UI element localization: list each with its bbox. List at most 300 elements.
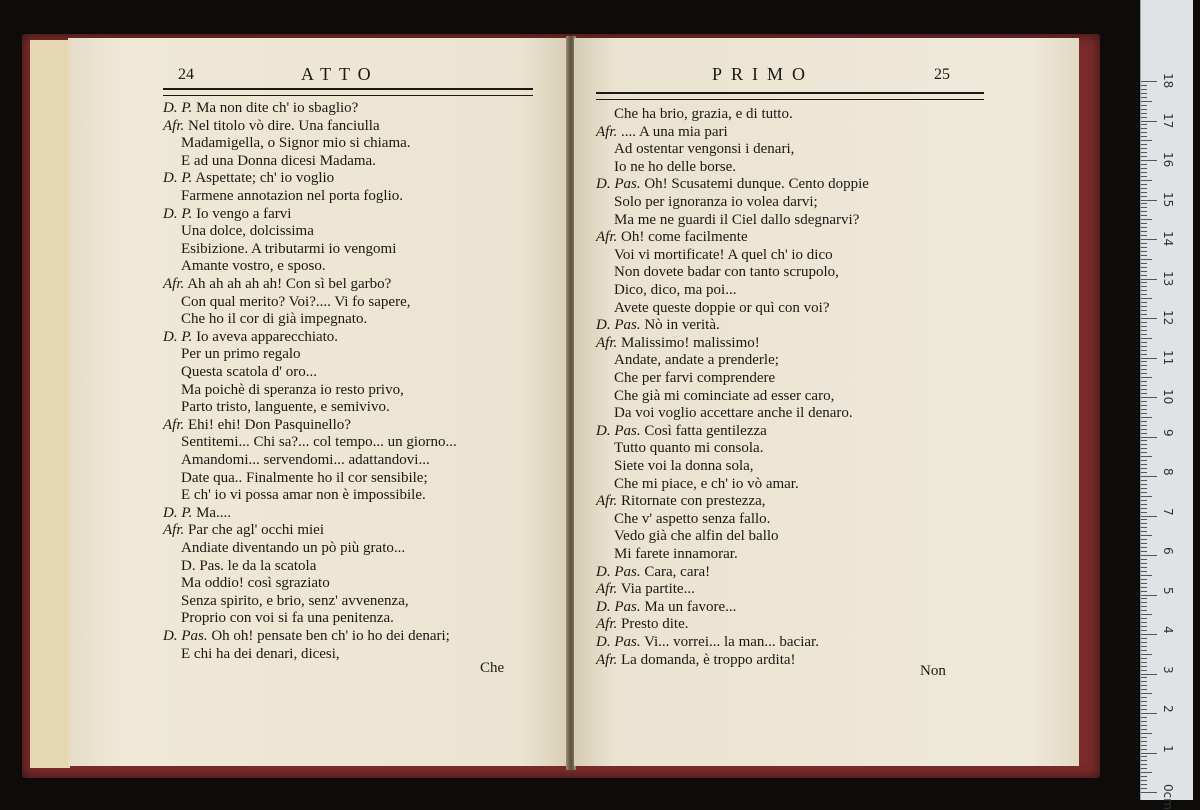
line-text: Par che agl' occhi miei	[188, 522, 324, 539]
ruler-number: 11	[1161, 349, 1175, 365]
text-line	[163, 258, 326, 276]
ruler-tick	[1141, 223, 1147, 224]
text-line	[596, 282, 736, 300]
ruler-tick	[1141, 132, 1147, 133]
line-text: Andiate diventando un pò più grato...	[181, 540, 406, 556]
ruler-tick	[1141, 326, 1147, 327]
ruler-tick	[1141, 523, 1147, 524]
ruler-tick	[1141, 756, 1147, 757]
ruler-number: 14	[1161, 231, 1175, 247]
ruler-tick	[1141, 294, 1147, 295]
ruler-number: 13	[1161, 270, 1175, 286]
ruler-tick	[1141, 361, 1147, 362]
ruler-tick	[1141, 539, 1147, 540]
speaker-label: Afr.	[596, 123, 618, 140]
speaker-label: D. Pas.	[163, 628, 208, 644]
ruler-tick	[1141, 401, 1147, 402]
text-line	[596, 106, 793, 124]
ruler-tick	[1141, 583, 1147, 584]
ruler-tick	[1141, 792, 1157, 793]
ruler-tick	[1141, 512, 1147, 513]
ruler-tick	[1141, 662, 1147, 663]
text-line	[163, 206, 291, 224]
ruler-tick	[1141, 721, 1147, 722]
ruler-tick	[1141, 184, 1147, 185]
ruler-tick	[1141, 784, 1147, 785]
ruler-tick	[1141, 235, 1147, 236]
ruler-tick	[1141, 697, 1147, 698]
ruler-tick	[1141, 413, 1147, 414]
line-text: Andate, andate a prenderle;	[614, 352, 779, 369]
ruler-tick	[1141, 231, 1147, 232]
line-text: Io vengo a farvi	[196, 205, 292, 222]
page-number-right: 25	[934, 66, 950, 83]
ruler-tick	[1141, 290, 1147, 291]
ruler-tick	[1141, 464, 1147, 465]
ruler-tick	[1141, 484, 1147, 485]
ruler-number: 17	[1161, 112, 1175, 128]
ruler-tick	[1141, 358, 1157, 359]
text-line	[596, 599, 736, 617]
ruler-tick	[1141, 622, 1147, 623]
ruler-tick	[1141, 282, 1147, 283]
text-line	[163, 399, 390, 417]
ruler-tick	[1141, 342, 1147, 343]
ruler-tick	[1141, 369, 1147, 370]
line-text: Che ho il cor di già impegnato.	[181, 311, 368, 328]
ruler-tick	[1141, 124, 1147, 125]
speaker-label: Afr.	[163, 416, 185, 433]
speaker-label: Afr.	[163, 117, 185, 134]
text-line	[596, 159, 736, 177]
ruler-tick	[1141, 334, 1147, 335]
ruler-number: 18	[1161, 73, 1175, 89]
ruler-tick	[1141, 350, 1147, 351]
ruler-number: 5	[1161, 586, 1175, 595]
ruler-tick	[1141, 271, 1147, 272]
ruler-tick	[1141, 101, 1152, 102]
speaker-label: D. Pas.	[596, 634, 641, 650]
ruler-tick	[1141, 203, 1147, 204]
speaker-label: D. P.	[163, 170, 193, 187]
ruler-tick	[1141, 642, 1147, 643]
speaker-label: D. Pas.	[596, 317, 641, 334]
line-text: Nel titolo vò dire. Una fanciulla	[188, 117, 380, 134]
text-line	[163, 188, 403, 206]
line-text: .... A una mia pari	[621, 123, 728, 140]
ruler-tick	[1141, 733, 1152, 734]
ruler-tick	[1141, 472, 1147, 473]
text-line	[163, 135, 411, 153]
line-text: Che v' aspetto senza fallo.	[614, 510, 771, 527]
text-line	[163, 118, 380, 136]
ruler-tick	[1141, 764, 1147, 765]
ruler-tick	[1141, 488, 1147, 489]
text-line	[163, 364, 317, 382]
text-line	[596, 124, 728, 142]
ruler-tick	[1141, 701, 1147, 702]
line-text: Ma poichè di speranza io resto privo,	[181, 381, 404, 398]
ruler-tick	[1141, 745, 1147, 746]
ruler-tick	[1141, 128, 1147, 129]
line-text: Ma....	[196, 504, 232, 521]
text-line	[163, 505, 231, 523]
line-text: Ma un favore...	[644, 598, 737, 615]
text-line	[163, 575, 330, 593]
text-line	[596, 352, 779, 370]
ruler-tick	[1141, 535, 1152, 536]
ruler-tick	[1141, 500, 1147, 501]
ruler-number: 8	[1161, 468, 1175, 476]
text-line	[596, 176, 869, 194]
ruler-tick	[1141, 215, 1147, 216]
text-line	[596, 370, 775, 388]
line-text: Da voi voglio accettare anche il denaro.	[614, 405, 853, 422]
ruler-tick	[1141, 725, 1147, 726]
ruler-number: 4	[1161, 626, 1175, 634]
ruler-tick	[1141, 749, 1147, 750]
ruler-tick	[1141, 405, 1147, 406]
ruler-number: 16	[1161, 152, 1175, 168]
line-text: Date qua.. Finalmente ho il cor sensibile;	[181, 469, 428, 486]
text-line	[596, 317, 720, 335]
text-line	[596, 634, 819, 652]
speaker-label: Afr.	[163, 276, 185, 292]
line-text: Nò in verità.	[644, 317, 720, 334]
ruler-tick	[1141, 180, 1152, 181]
ruler-tick	[1141, 602, 1147, 603]
ruler-tick	[1141, 741, 1147, 742]
text-line	[163, 646, 340, 664]
text-line	[596, 405, 853, 423]
ruler-tick	[1141, 468, 1147, 469]
line-text: E ch' io vi possa amar non è impossibile.	[181, 487, 426, 504]
ruler-tick	[1141, 666, 1147, 667]
line-text: Voi vi mortificate! A quel ch' io dico	[614, 246, 833, 263]
ruler-number: 0cm	[1161, 784, 1175, 810]
text-line	[163, 276, 391, 294]
ruler-tick	[1141, 251, 1147, 252]
line-text: Ehi! ehi! Don Pasquinello?	[188, 416, 351, 433]
ruler-tick	[1141, 674, 1157, 675]
ruler-tick	[1141, 144, 1147, 145]
ruler-tick	[1141, 140, 1152, 141]
ruler-tick	[1141, 433, 1147, 434]
text-line	[163, 346, 301, 364]
ruler-tick	[1141, 531, 1147, 532]
ruler-tick	[1141, 263, 1147, 264]
ruler-tick	[1141, 575, 1152, 576]
ruler-tick	[1141, 437, 1157, 438]
text-line	[163, 223, 314, 241]
ruler-tick	[1141, 219, 1152, 220]
line-text: La domanda, è troppo ardita!	[621, 651, 796, 668]
ruler-tick	[1141, 322, 1147, 323]
line-text: Proprio con voi si fa una penitenza.	[181, 610, 394, 627]
ruler-tick	[1141, 275, 1147, 276]
speaker-label: D. P.	[163, 328, 193, 345]
ruler-number: 10	[1161, 389, 1175, 405]
line-text: Che già mi cominciate ad esser caro,	[614, 387, 835, 404]
speaker-label: Afr.	[163, 522, 185, 539]
text-line	[163, 487, 426, 505]
ruler-tick	[1141, 571, 1147, 572]
ruler-tick	[1141, 365, 1147, 366]
speaker-label: D. Pas.	[596, 598, 641, 615]
speaker-label: Afr.	[596, 229, 618, 246]
ruler-tick	[1141, 654, 1152, 655]
text-line	[596, 458, 754, 476]
ruler-tick	[1141, 598, 1147, 599]
line-text: Oh! come facilmente	[621, 229, 748, 246]
ruler-tick	[1141, 685, 1147, 686]
text-line	[596, 141, 794, 159]
ruler-tick	[1141, 160, 1157, 161]
ruler-tick	[1141, 200, 1157, 201]
ruler-tick	[1141, 606, 1147, 607]
ruler-tick	[1141, 737, 1147, 738]
text-line	[596, 423, 767, 441]
ruler-tick	[1141, 97, 1147, 98]
text-line	[596, 300, 830, 318]
line-text: Presto dite.	[621, 616, 689, 633]
line-text: Ritornate con prestezza,	[621, 493, 766, 510]
text-line	[596, 581, 695, 599]
line-text: Che mi piace, e ch' io vò amar.	[614, 475, 799, 492]
text-line	[596, 440, 763, 458]
ruler-tick	[1141, 709, 1147, 710]
ruler-number: 7	[1161, 507, 1175, 516]
page-number-left: 24	[178, 66, 194, 83]
ruler-tick	[1141, 136, 1147, 137]
left-page	[68, 38, 568, 766]
text-line	[163, 558, 316, 576]
ruler-tick	[1141, 417, 1152, 418]
text-line	[163, 593, 409, 611]
ruler-tick	[1141, 121, 1157, 122]
ruler-tick	[1141, 409, 1147, 410]
ruler-tick	[1141, 452, 1147, 453]
ruler-tick	[1141, 677, 1147, 678]
ruler-tick	[1141, 689, 1147, 690]
ruler-tick	[1141, 338, 1152, 339]
line-text: E chi ha dei denari, dicesi,	[181, 645, 340, 662]
ruler-tick	[1141, 429, 1147, 430]
line-text: Solo per ignoranza io volea darvi;	[614, 194, 818, 210]
ruler-tick	[1141, 381, 1147, 382]
line-text: Con qual merito? Voi?.... Vi fo sapere,	[181, 293, 411, 310]
ruler-tick	[1141, 105, 1147, 106]
line-text: Dico, dico, ma poi...	[614, 282, 737, 298]
ruler-tick	[1141, 279, 1157, 280]
ruler-tick	[1141, 776, 1147, 777]
running-head-right: PRIMO	[712, 64, 815, 84]
text-line	[596, 212, 859, 230]
catchword-right: Non	[920, 663, 946, 679]
ruler-tick	[1141, 109, 1147, 110]
text-line	[163, 329, 338, 347]
ruler-tick	[1141, 93, 1147, 94]
ruler-tick	[1141, 638, 1147, 639]
text-line	[596, 388, 834, 406]
page-edges	[30, 40, 70, 768]
ruler-tick	[1141, 555, 1157, 556]
line-text: Tutto quanto mi consola.	[614, 440, 764, 457]
ruler-tick	[1141, 456, 1152, 457]
ruler-tick	[1141, 385, 1147, 386]
ruler-tick	[1141, 713, 1157, 714]
speaker-label: Afr.	[596, 493, 618, 510]
ruler-number: 6	[1161, 547, 1175, 555]
ruler-tick	[1141, 444, 1147, 445]
line-text: E ad una Donna dicesi Madama.	[181, 152, 376, 169]
line-text: Siete voi la donna sola,	[614, 458, 754, 474]
ruler-tick	[1141, 176, 1147, 177]
ruler-tick	[1141, 377, 1152, 378]
line-text: Che per farvi comprendere	[614, 370, 776, 386]
ruler-tick	[1141, 476, 1157, 477]
text-line	[163, 628, 450, 646]
line-text: Amante vostro, e sposo.	[181, 258, 326, 275]
ruler-tick	[1141, 152, 1147, 153]
line-text: Oh! Scusatemi dunque. Cento doppie	[644, 176, 869, 193]
line-text: Oh oh! pensate ben ch' io ho dei denari;	[211, 628, 450, 644]
line-text: Ad ostentar vengonsi i denari,	[614, 141, 795, 158]
measuring-ruler	[1140, 0, 1193, 810]
line-text: Farmene annotazion nel porta foglio.	[181, 188, 404, 204]
ruler-tick	[1141, 772, 1152, 773]
ruler-tick	[1141, 298, 1152, 299]
ruler-tick	[1141, 559, 1147, 560]
header-rule-right	[596, 92, 984, 100]
line-text: Questa scatola d' oro...	[181, 364, 317, 380]
ruler-tick	[1141, 579, 1147, 580]
ruler-tick	[1141, 302, 1147, 303]
text-line	[163, 100, 358, 118]
line-text: Aspettate; ch' io voglio	[195, 170, 335, 187]
ruler-tick	[1141, 595, 1157, 596]
ruler-tick	[1141, 504, 1147, 505]
speaker-label: D. P.	[163, 100, 193, 116]
line-text: Ah ah ah ah ah! Con sì bel garbo?	[187, 276, 392, 292]
speaker-label: D. P.	[163, 205, 193, 222]
line-text: Senza spirito, e brio, senz' avvenenza,	[181, 592, 409, 609]
text-line	[163, 434, 457, 452]
text-line	[163, 417, 351, 435]
ruler-tick	[1141, 425, 1147, 426]
ruler-tick	[1141, 393, 1147, 394]
ruler-tick	[1141, 630, 1147, 631]
ruler-number: 2	[1161, 705, 1175, 713]
text-line	[163, 452, 430, 470]
ruler-tick	[1141, 192, 1147, 193]
ruler-tick	[1141, 310, 1147, 311]
text-line	[596, 194, 818, 212]
ruler-tick	[1141, 634, 1157, 635]
text-line	[163, 311, 367, 329]
header-rule-left	[163, 88, 533, 96]
line-text: Esibizione. A tributarmi io vengomi	[181, 240, 397, 257]
text-line	[163, 382, 404, 400]
speaker-label: Afr.	[596, 581, 618, 598]
ruler-tick	[1141, 373, 1147, 374]
speaker-label: Afr.	[596, 334, 618, 351]
text-line	[596, 564, 710, 582]
ruler-tick	[1141, 207, 1147, 208]
ruler-tick	[1141, 81, 1157, 82]
ruler-tick	[1141, 196, 1147, 197]
ruler-tick	[1141, 496, 1152, 497]
line-text: Non dovete badar con tanto scrupolo,	[614, 264, 839, 281]
ruler-tick	[1141, 753, 1157, 754]
line-text: Malissimo! malissimo!	[621, 334, 760, 351]
text-line	[163, 294, 410, 312]
ruler-tick	[1141, 480, 1147, 481]
line-text: Amandomi... servendomi... adattandovi...	[181, 452, 430, 468]
ruler-tick	[1141, 247, 1147, 248]
ruler-tick	[1141, 448, 1147, 449]
text-line	[596, 493, 766, 511]
text-line	[596, 247, 833, 265]
ruler-tick	[1141, 646, 1147, 647]
ruler-tick	[1141, 729, 1147, 730]
ruler-tick	[1141, 148, 1147, 149]
text-line	[596, 264, 839, 282]
running-head-left: ATTO	[301, 64, 379, 84]
speaker-label: D. Pas.	[596, 422, 641, 439]
text-line	[163, 540, 405, 558]
ruler-tick	[1141, 768, 1147, 769]
ruler-tick	[1141, 397, 1157, 398]
text-line	[596, 652, 796, 670]
text-line	[596, 229, 748, 247]
speaker-label: Afr.	[596, 651, 618, 668]
line-text: Così fatta gentilezza	[644, 422, 767, 439]
line-text: Una dolce, dolcissima	[181, 223, 314, 240]
text-line	[596, 476, 799, 494]
line-text: D. Pas. le da la scatola	[181, 557, 317, 574]
ruler-tick	[1141, 508, 1147, 509]
text-line	[163, 470, 428, 488]
speaker-label: D. Pas.	[596, 176, 641, 193]
ruler-tick	[1141, 563, 1147, 564]
catchword-left: Che	[480, 660, 505, 676]
ruler-number: 15	[1161, 191, 1175, 207]
ruler-tick	[1141, 117, 1147, 118]
line-text: Sentitemi... Chi sa?... col tempo... un giorno...	[181, 434, 457, 451]
line-text: Che ha brio, grazia, e di tutto.	[614, 106, 793, 122]
ruler-tick	[1141, 255, 1147, 256]
ruler-tick	[1141, 551, 1147, 552]
text-line	[596, 616, 689, 634]
ruler-tick	[1141, 670, 1147, 671]
ruler-tick	[1141, 492, 1147, 493]
text-line	[163, 522, 324, 540]
ruler-tick	[1141, 788, 1147, 789]
ruler-tick	[1141, 346, 1147, 347]
line-text: Vi... vorrei... la man... baciar.	[644, 634, 819, 650]
ruler-tick	[1141, 693, 1152, 694]
speaker-label: D. P.	[163, 504, 193, 521]
ruler-tick	[1141, 314, 1147, 315]
line-text: Io aveva apparecchiato.	[196, 328, 339, 345]
text-line	[163, 241, 396, 259]
text-line	[596, 528, 779, 546]
line-text: Via partite...	[620, 581, 695, 598]
ruler-tick	[1141, 164, 1147, 165]
text-line	[163, 170, 334, 188]
ruler-tick	[1141, 211, 1147, 212]
